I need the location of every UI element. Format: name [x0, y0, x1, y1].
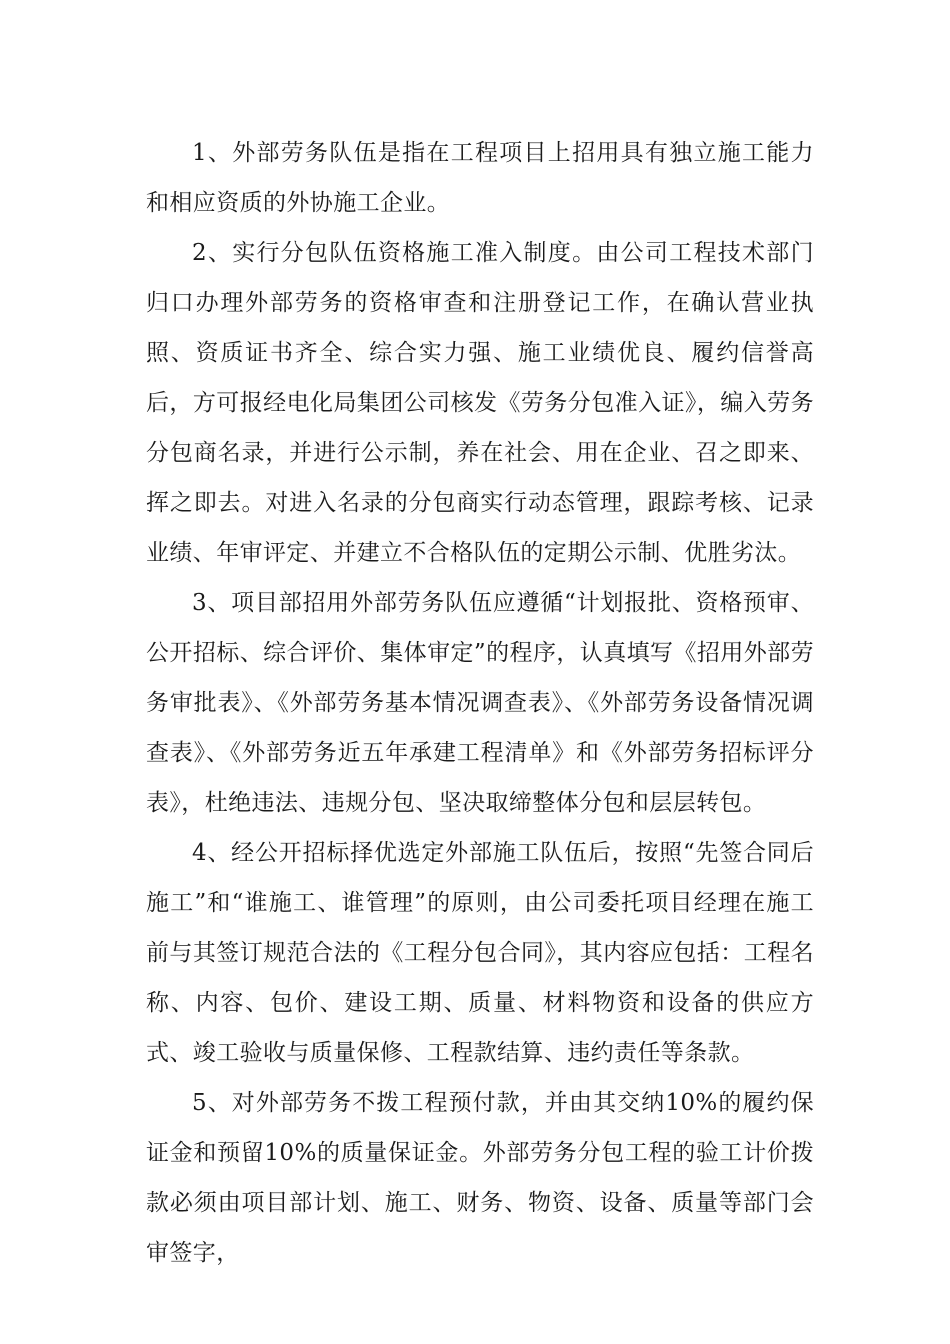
paragraph-3: 3、项目部招用外部劳务队伍应遵循“计划报批、资格预审、公开招标、综合评价、集体审定”的程序，认真填写《招用外部劳务审批表》、《外部劳务基本情况调查表》、《外部劳务设备情况调查表》、《外部劳务近五年承建工程清单》和《外部劳务招标评分表》，杜绝违法、违规分包、坚决取缔整体分包和层层转包。 [146, 590, 814, 816]
paragraph-1: 1、外部劳务队伍是指在工程项目上招用具有独立施工能力和相应资质的外协施工企业。 [146, 140, 814, 216]
paragraph-2: 2、实行分包队伍资格施工准入制度。由公司工程技术部门归口办理外部劳务的资格审查和注册登记工作，在确认营业执照、资质证书齐全、综合实力强、施工业绩优良、履约信誉高后，方可报经电化局集团公司核发《劳务分包准入证》，编入劳务分包商名录，并进行公示制，养在社会、用在企业、召之即来、挥之即去。对进入名录的分包商实行动态管理，跟踪考核、记录业绩、年审评定、并建立不合格队伍的定期公示制、优胜劣汰。 [146, 240, 814, 566]
paragraph-4: 4、经公开招标择优选定外部施工队伍后，按照“先签合同后施工”和“谁施工、谁管理”的原则，由公司委托项目经理在施工前与其签订规范合法的《工程分包合同》，其内容应包括：工程名称、内容、包价、建设工期、质量、材料物资和设备的供应方式、竣工验收与质量保修、工程款结算、违约责任等条款。 [146, 840, 814, 1066]
document-body [146, 128, 814, 1278]
paragraph-5: 5、对外部劳务不拨工程预付款，并由其交纳10%的履约保证金和预留10%的质量保证金。外部劳务分包工程的验工计价拨款必须由项目部计划、施工、财务、物资、设备、质量等部门会审签字， [146, 1090, 814, 1266]
